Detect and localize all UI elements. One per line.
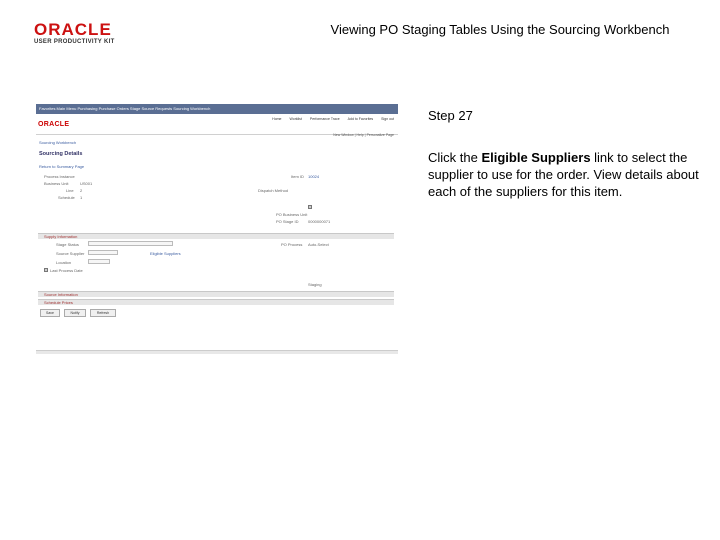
status-value: Staging — [308, 282, 322, 287]
po-stage-id-value: 0000000071 — [308, 219, 331, 224]
app-header — [36, 114, 398, 135]
return-summary-link[interactable]: Return to Summary Page — [39, 164, 85, 169]
item-id-value[interactable]: 10024 — [308, 174, 320, 179]
step-text-start: Click the — [428, 150, 482, 165]
oracle-logo-word: ORACLE — [34, 20, 112, 39]
home-link[interactable]: Home — [272, 117, 282, 121]
sign-out-link[interactable]: Sign out — [381, 117, 394, 121]
location-label: Location — [56, 260, 72, 265]
line-value: 2 — [80, 188, 83, 193]
supply-information-section[interactable]: Supply Information — [38, 233, 394, 239]
app-logo: ORACLE — [38, 121, 70, 128]
menu-breadcrumb-bar: Favorites Main Menu Purchasing Purchase Orders Stage Source Requests Sourcing Workbench — [36, 104, 398, 114]
worklist-link[interactable]: Worklist — [289, 117, 302, 121]
business-unit-label: Business Unit — [44, 181, 69, 186]
header-links — [272, 117, 394, 121]
line-label: Line — [66, 188, 74, 193]
sourcing-option-checkbox[interactable] — [308, 205, 312, 209]
stage-status-label: Stage Status — [56, 242, 79, 247]
source-supplier-field[interactable] — [88, 250, 118, 255]
eligible-suppliers-emphasis: Eligible Suppliers — [481, 150, 591, 165]
last-process-label: Last Process Date — [50, 268, 83, 273]
stage-status-field[interactable] — [88, 241, 173, 246]
po-process-label: PO Process — [281, 242, 303, 247]
embedded-screenshot — [36, 104, 398, 354]
page-utility-links[interactable]: New Window | Help | Personalize Page — [333, 133, 394, 137]
back-link[interactable]: Sourcing Workbench — [39, 140, 77, 145]
horizontal-scrollbar[interactable] — [36, 350, 398, 354]
dispatch-method-label: Dispatch Method — [258, 188, 289, 193]
schedule-prices-section[interactable]: Schedule Prices — [38, 299, 394, 305]
po-unit-label: PO Business Unit — [276, 212, 308, 217]
document-title: Viewing PO Staging Tables Using the Sourcing Workbench — [330, 22, 670, 37]
po-process-value: Auto-Select — [308, 242, 329, 247]
source-supplier-label: Source Supplier — [56, 251, 85, 256]
source-information-section[interactable]: Source Information — [38, 291, 394, 297]
eligible-suppliers-link[interactable]: Eligible Suppliers — [150, 251, 181, 256]
process-instance-label: Process Instance — [44, 174, 75, 179]
page-heading: Sourcing Details — [39, 151, 83, 157]
save-button[interactable]: Save — [40, 309, 60, 317]
performance-trace-link[interactable]: Performance Trace — [309, 117, 340, 121]
location-field[interactable] — [88, 259, 110, 264]
schedule-label: Schedule — [58, 195, 75, 200]
last-process-checkbox[interactable] — [44, 268, 48, 272]
oracle-upk-logo — [34, 22, 124, 45]
upk-logo-subtitle: USER PRODUCTIVITY KIT — [34, 39, 115, 45]
add-favorites-link[interactable]: Add to Favorites — [347, 117, 374, 121]
po-stage-id-label: PO Stage ID — [276, 219, 299, 224]
step-number: Step 27 — [428, 108, 473, 123]
item-id-label: Item ID — [291, 174, 304, 179]
notify-button[interactable]: Notify — [64, 309, 86, 317]
schedule-value: 1 — [80, 195, 83, 200]
business-unit-value: US001 — [80, 181, 93, 186]
step-instructions — [428, 149, 708, 200]
refresh-button[interactable]: Refresh — [90, 309, 116, 317]
step-text-end: link to select the supplier to use for the order. View details about each of the suppliers for this item. — [428, 150, 699, 199]
